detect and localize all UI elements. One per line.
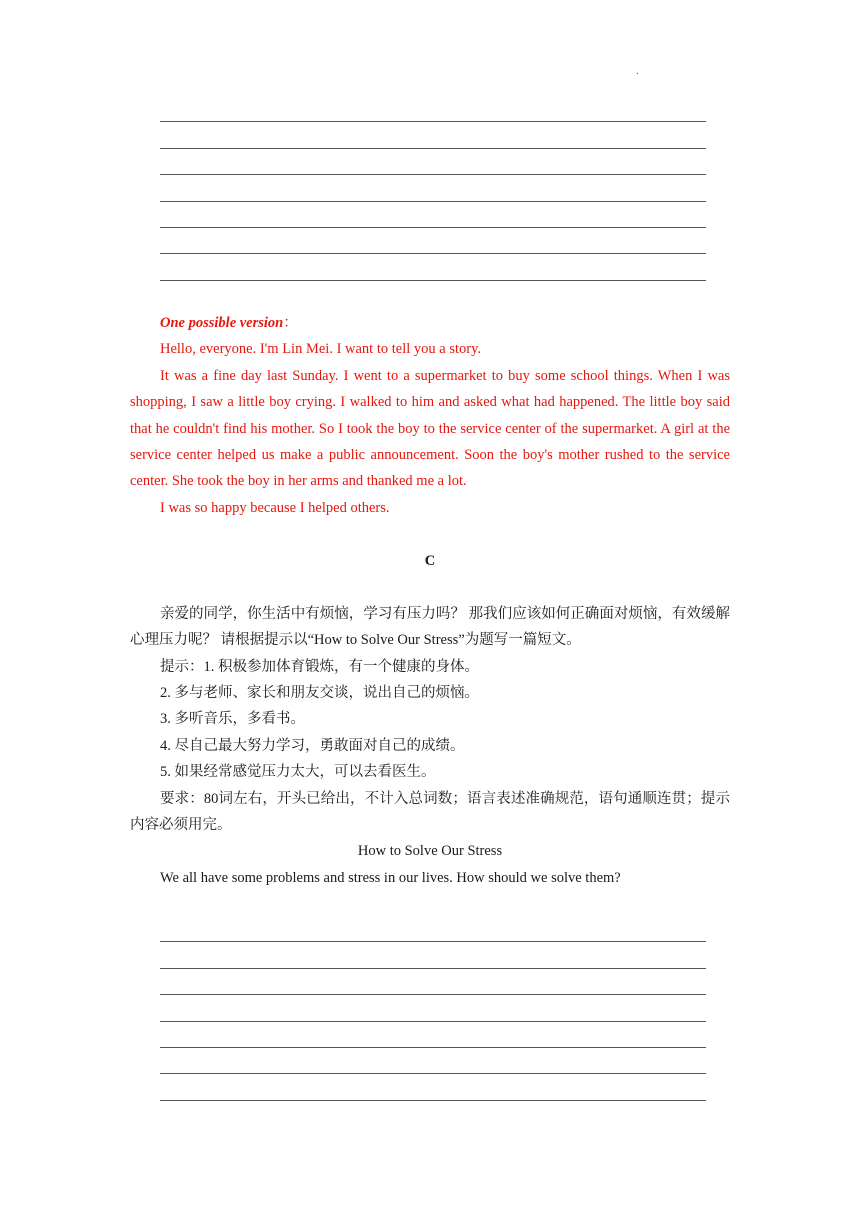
hint-item: 5. 如果经常感觉压力太大，可以去看医生。: [160, 764, 436, 781]
answer-line[interactable]: [160, 916, 706, 942]
hint-item: 2. 多与老师、家长和朋友交谈，说出自己的烦恼。: [160, 685, 479, 702]
answer-line[interactable]: [160, 202, 706, 228]
answer-line[interactable]: [160, 995, 706, 1021]
sample-label: One possible version: [160, 315, 284, 331]
answer-lines-bottom: [160, 916, 706, 1101]
hint-list: [130, 654, 730, 786]
requirement-text: 要求：80词左右，开头已给出，不计入总词数；语言表述准确规范，语句通顺连贯；提示内容必须用完。: [130, 790, 730, 834]
essay-opening: We all have some problems and stress in our lives. How should we solve them?: [160, 869, 621, 886]
answer-line[interactable]: [160, 1022, 706, 1048]
hint-item: 3. 多听音乐，多看书。: [160, 711, 305, 728]
sample-paragraph-1: Hello, everyone. I'm Lin Mei. I want to tell you a story.: [160, 341, 481, 358]
hint-item: 提示：1. 积极参加体育锻炼，有一个健康的身体。: [160, 658, 479, 675]
section-intro: 亲爱的同学，你生活中有烦恼，学习有压力吗？ 那我们应该如何正确面对烦恼，有效缓解心理压力呢？ 请根据提示以“How to Solve Our Stress”为题写一篇短文。: [130, 605, 730, 649]
answer-line[interactable]: [160, 96, 706, 122]
hint-item: 4. 尽自己最大努力学习，勇敢面对自己的成绩。: [160, 737, 465, 754]
answer-line[interactable]: [160, 122, 706, 148]
section-letter: C: [424, 553, 436, 569]
page-marker: .: [636, 66, 639, 77]
sample-label-colon: ：: [283, 315, 298, 331]
answer-line[interactable]: [160, 254, 706, 280]
sample-paragraph-3: I was so happy because I helped others.: [160, 499, 390, 516]
essay-title: How to Solve Our Stress: [357, 843, 503, 860]
answer-line[interactable]: [160, 1074, 706, 1100]
section-c: [130, 548, 730, 891]
answer-line[interactable]: [160, 175, 706, 201]
answer-line[interactable]: [160, 228, 706, 254]
sample-answer: [130, 310, 730, 521]
sample-paragraph-2: It was a fine day last Sunday. I went to a supermarket to buy some school things. When I was shopping, I saw a little boy crying. I walked to him and asked what had happened. The little boy said that he couldn't find his mother. So I took the boy to the service center of the supermarket. A girl at the service center helped us make a public announcement. Soon the boy's mother rushed to the service center. She took the boy in her arms and thanked me a lot.: [130, 367, 730, 490]
answer-line[interactable]: [160, 969, 706, 995]
answer-line[interactable]: [160, 149, 706, 175]
answer-line[interactable]: [160, 942, 706, 968]
answer-line[interactable]: [160, 1048, 706, 1074]
answer-lines-top: [160, 96, 706, 281]
